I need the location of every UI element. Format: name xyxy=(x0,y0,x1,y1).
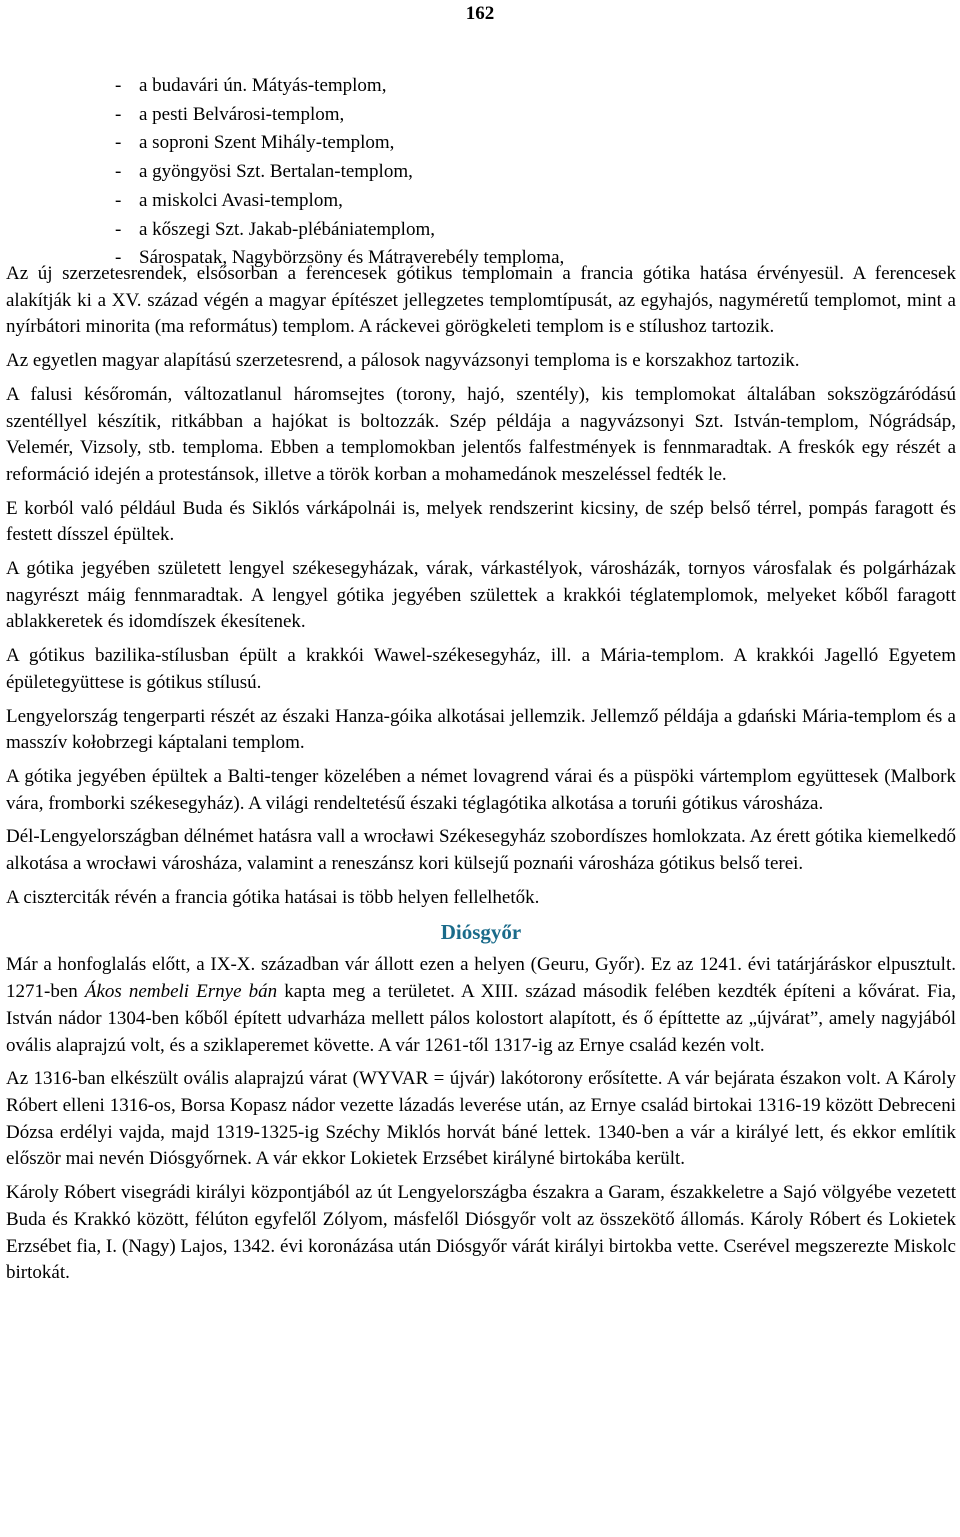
list-bullet: - xyxy=(115,75,122,96)
church-list xyxy=(115,72,564,273)
list-bullet: - xyxy=(115,103,122,125)
paragraph-baltic: A gótika jegyében épültek a Balti-tenger közelében a német lovagrend várai és a püspöki vártemplom együttesek (Malbork vára, fromborki székesegyház). A világi rendeltetésű északi téglagótika alkotása a toruńi gótikus városháza. xyxy=(6,765,956,814)
paragraph-village-churches: A falusi későromán, változatlanul háromsejtes (torony, hajó, szentély), kis templomokat általában sokszögzáródású szentéllyel készítik, ritkábban a hajókat is boltozzák. Szép példája a nagyvázsonyi Szt. István-templom, Nógrádsáp, Velemér, Vizsoly, stb. temploma. Ebben a templomokban jelentős falfestmények is fennmaradtak. A freskók egy részét a reformáció idején a protestánsok, illetve a török korban a mohamedánok meszeléssel fedték le. xyxy=(6,383,956,485)
list-item xyxy=(115,129,564,158)
paragraph-diosgyor-history: Már a honfoglalás előtt, a IX-X. században vár állott ezen a helyen (Geuru, Győr). Ez az 1241. évi tatárjáráskor elpusztult. 1271-ben Ákos nembeli Ernye bán kapta meg a területet. A XIII. század második felében kezdték építeni a kővárat. Fia, István nádor 1304-ben kőből épített udvarháza mellett pálos kolostort alapított, és ő építtette az „újvárat”, amely nagyjából ovális alaprajzú volt, és a sziklaperemet követte. A vár 1261-től 1317-ig az Ernye család kezén volt. xyxy=(6,954,956,1056)
list-item xyxy=(115,187,564,216)
paragraph-wawel: A gótikus bazilika-stílusban épült a krakkói Wawel-székesegyház, ill. a Mária-templom. A krakkói Jagelló Egyetem épületegyüttese is gótikus stílusú. xyxy=(6,645,956,693)
paragraph-hanza: Lengyelország tengerparti részét az északi Hanza-góika alkotásai jellemzik. Jellemző példája a gdański Mária-templom és a masszív kołobrzegi káptalani templom. xyxy=(6,705,956,754)
list-bullet: - xyxy=(115,247,122,269)
section-heading: Diósgyőr xyxy=(440,920,522,945)
paragraph-polish-gothic: A gótika jegyében született lengyel székesegyházak, várak, várkastélyok, városházák, tornyos városfalak és polgárházak nagyrészt máig fennmaradtak. A lengyel gótika jegyében születtek a krakkói téglatemplomok, melyeket kőből faragott ablakkeretek és idomdíszek ékesítenek. xyxy=(6,558,956,633)
list-item-text: a miskolci Avasi-templom, xyxy=(139,189,343,211)
italic-name: Ákos nembeli Ernye bán xyxy=(84,981,278,1003)
paragraph-franciscans: Az új szerzetesrendek, elsősorban a ferencesek gótikus templomain a francia gótika hatása érvényesül. A ferencesek alakítják ki a XV. század végén a magyar építészet jellegzetes templomtípusát, az egyhajós, nagyméretű templomot, mint a nyírbátori minorita (ma református) templom. A ráckevei görögkeleti templom is e stílushoz tartozik. xyxy=(6,263,956,338)
paragraph-cistercians: A ciszterciták révén a francia gótika hatásai is több helyen fellelhetők. xyxy=(6,886,540,908)
list-item-text: a budavári ún. Mátyás-templom, xyxy=(139,75,387,96)
list-item-text: a gyöngyösi Szt. Bertalan-templom, xyxy=(139,161,413,183)
list-bullet: - xyxy=(115,218,122,240)
list-item xyxy=(115,216,564,245)
list-bullet: - xyxy=(115,189,122,211)
paragraph-castle-chapels: E korból való például Buda és Siklós várkápolnái is, melyek rendszerint kicsiny, de szép belső térrel, pompás faragott és festett dísszel épültek. xyxy=(6,497,956,546)
list-item-text: a kőszegi Szt. Jakab-plébániatemplom, xyxy=(139,218,435,240)
page-number: 162 xyxy=(465,3,495,24)
list-item xyxy=(115,101,564,130)
list-item-text: a pesti Belvárosi-templom, xyxy=(139,103,345,125)
list-bullet: - xyxy=(115,161,122,183)
list-item xyxy=(115,72,564,101)
paragraph-diosgyor-castle: Az 1316-ban elkészült ovális alaprajzú várat (WYVAR = újvár) lakótorony erősítette. A vár bejárata északon volt. A Károly Róbert elleni 1316-os, Borsa Kopasz nádor vezette lázadás leverése után, az Ernye család birtokai 1316-19 között Debreceni Dózsa erdélyi vajda, majd 1319-1325-ig Széchy Miklós horvát báné lettek. 1340-ben a vár a királyé lett, és ekkor említik először mai nevén Diósgyőrnek. A vár ekkor Lokietek Erzsébet királyné birtokába került. xyxy=(6,1068,956,1170)
body-text xyxy=(6,261,956,1294)
list-item xyxy=(115,158,564,187)
list-bullet: - xyxy=(115,132,122,154)
paragraph-wroclaw: Dél-Lengyelországban délnémet hatásra vall a wrocławi Székesegyház szobordíszes homlokzata. Az érett gótika kiemelkedő alkotása a wrocławi városháza, valamint a reneszánsz kori külsejű poznańi városháza gótikus belső terei. xyxy=(6,826,956,875)
paragraph-paulines: Az egyetlen magyar alapítású szerzetesrend, a pálosok nagyvázsonyi temploma is e korszakhoz tartozik. xyxy=(6,350,800,372)
list-item-text: a soproni Szent Mihály-templom, xyxy=(139,132,395,154)
list-item-text: Sárospatak, Nagybörzsöny és Mátraverebély temploma, xyxy=(139,247,565,269)
paragraph-diosgyor-route: Károly Róbert visegrádi királyi központjából az út Lengyelországba északra a Garam, északkeletre a Sajó völgyébe vezetett Buda és Krakkó között, félúton egyfelől Zólyom, másfelől Diósgyőr volt az összekötő állomás. Károly Róbert és Lokietek Erzsébet fia, I. (Nagy) Lajos, 1342. évi koronázása után Diósgyőr várát királyi birtokba vette. Cserével megszerezte Miskolc birtokát. xyxy=(6,1182,956,1284)
